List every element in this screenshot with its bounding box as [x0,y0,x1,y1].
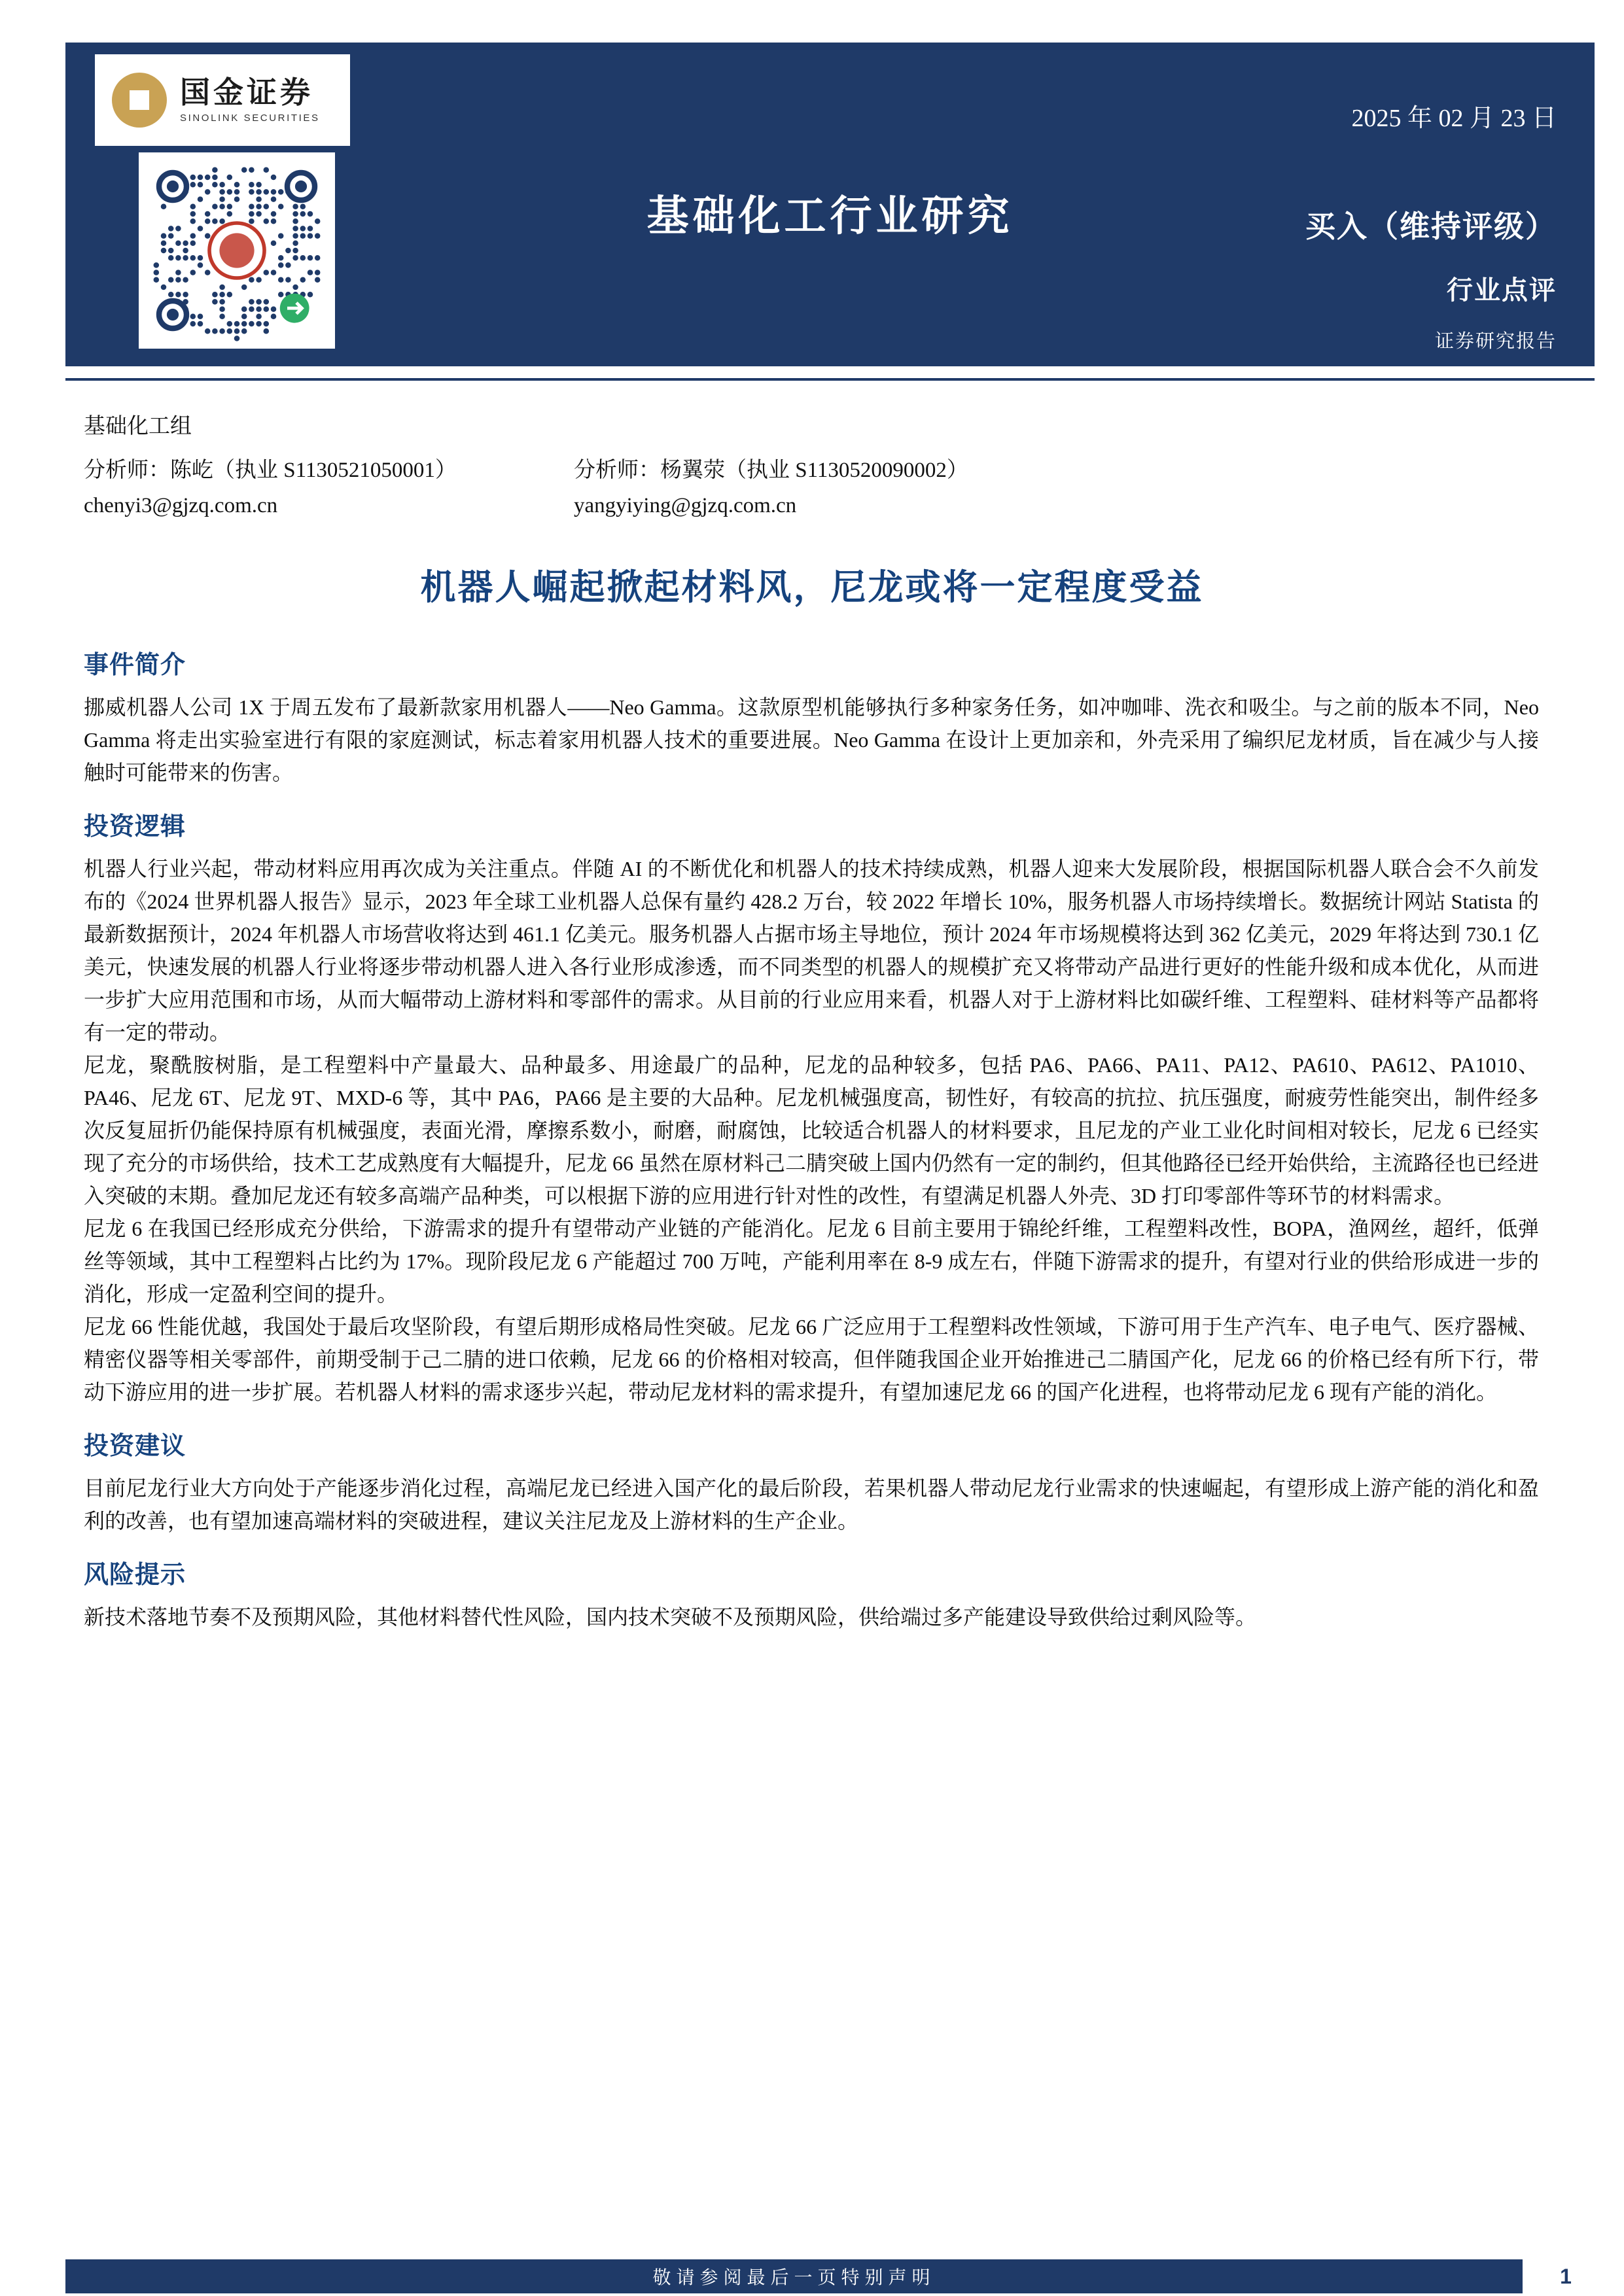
paragraph: 目前尼龙行业大方向处于产能逐步消化过程，高端尼龙已经进入国产化的最后阶段，若果机器人带动尼龙行业需求的快速崛起，有望形成上游产能的消化和盈利的改善，也有望加速高端材料的突破进程，建议关注尼龙及上游材料的生产企业。 [84,1476,1539,1533]
sinolink-coin-logo-icon [112,73,167,128]
article-body [84,644,1539,1633]
analyst-grid [84,453,1539,518]
analyst-1 [84,453,574,518]
report-title: 基础化工行业研究 [646,192,1014,239]
paragraph: 尼龙 6 在我国已经形成充分供给，下游需求的提升有望带动产业链的产能消化。尼龙 6 目前主要用于锦纶纤维，工程塑料改性，BOPA，渔网丝，超纤，低弹丝等领域，其中工程塑料占比约为 17%。现阶段尼龙 6 产能超过 700 万吨，产能利用率在 8-9 成左右，伴随下游需求的提升，有望对行业的供给形成进一步的消化，形成一定盈利空间的提升。 [84,1217,1539,1306]
article-title: 机器人崛起掀起材料风，尼龙或将一定程度受益 [420,568,1204,607]
report-header [65,43,1595,366]
analyst-2 [574,453,1539,518]
paragraph: 尼龙 66 性能优越，我国处于最后攻坚阶段，有望后期形成格局性突破。尼龙 66 广泛应用于工程塑料改性领域，下游可用于生产汽车、电子电气、医疗器械、精密仪器等相关零部件，前期受制于己二腈的进口依赖，尼龙 66 的价格相对较高，但伴随我国企业开始推进己二腈国产化，尼龙 66 的价格已经有所下行，带动下游应用的进一步扩展。若机器人材料的需求逐步兴起，带动尼龙材料的需求提升，有望加速尼龙 66 的国产化进程，也将带动尼龙 6 现有产能的消化。 [84,1315,1539,1404]
section-heading-1: 事件简介 [84,652,186,679]
report-category-label: 证券研究报告 [1434,331,1557,352]
analyst-email: chenyi3@gjzq.com.cn [84,494,278,517]
section-heading-4: 风险提示 [84,1561,186,1589]
analyst-block [84,409,1539,518]
brand-name-cn: 国金证券 [180,75,313,110]
paragraph: 尼龙，聚酰胺树脂，是工程塑料中产量最大、品种最多、用途最广的品种，尼龙的品种较多，包括 PA6、PA66、PA11、PA12、PA610、PA612、PA1010、PA46、尼龙 6T、尼龙 9T、MXD-6 等，其中 PA6，PA66 是主要的大品种。尼龙机械强度高，韧性好，有较高的抗拉、抗压强度，耐疲劳性能突出，制件经多次反复屈折仍能保持原有机械强度，表面光滑，摩擦系数小，耐磨，耐腐蚀，比较适合机器人的材料要求，且尼龙的产业工业化时间相对较长，尼龙 6 已经实现了充分的市场供给，技术工艺成熟度有大幅提升，尼龙 66 虽然在原材料己二腈突破上国内仍然有一定的制约，但其他路径已经开始供给，主流路径也已经进入突破的末期。叠加尼龙还有较多高端产品种类，可以根据下游的应用进行针对性的改性，有望满足机器人外壳、3D 打印零部件等环节的材料需求。 [84,1053,1540,1208]
footer-disclaimer: 敬请参阅最后一页特别声明 [652,2268,936,2288]
paragraph: 新技术落地节奏不及预期风险，其他材料替代性风险，国内技术突破不及预期风险，供给端过多产能建设导致供给过剩风险等。 [84,1605,1257,1629]
header-divider [65,378,1595,381]
report-date: 2025 年 02 月 23 日 [1351,105,1557,132]
footer-band [65,2259,1523,2293]
brand-name-en: SINOLINK SECURITIES [180,112,320,124]
header-right-block [1305,203,1557,353]
section-heading-3: 投资建议 [84,1433,186,1460]
rating-label: 买入（维持评级） [1305,209,1557,243]
analyst-group-name: 基础化工组 [84,415,192,438]
analyst-email: yangyiying@gjzq.com.cn [574,494,797,517]
paragraph: 机器人行业兴起，带动材料应用再次成为关注重点。伴随 AI 的不断优化和机器人的技术持续成熟，机器人迎来大发展阶段，根据国际机器人联合会不久前发布的《2024 世界机器人报告》显示，2023 年全球工业机器人总保有量约 428.2 万台，较 2022 年增长 10%，服务机器人市场持续增长。数据统计网站 Statista 的最新数据预计，2024 年机器人市场营收将达到 461.1 亿美元。服务机器人占据市场主导地位，预计 2024 年市场规模将达到 362 亿美元，2029 年将达到 730.1 亿美元，快速发展的机器人行业将逐步带动机器人进入各行业形成渗透，而不同类型的机器人的规模扩充又将带动产品进行更好的性能升级和成本优化，从而进一步扩大应用范围和市场，从而大幅带动上游材料和零部件的需求。从目前的行业应用来看，机器人对于上游材料比如碳纤维、工程塑料、硅材料等产品都将有一定的带动。 [84,857,1540,1044]
report-type-label: 行业点评 [1447,276,1557,305]
brand-text [180,77,320,123]
analyst-label: 分析师：杨翼荥（执业 S1130520090002） [574,459,968,482]
page-footer [65,2259,1595,2293]
section-heading-2: 投资逻辑 [84,813,186,841]
brand-logo-box [95,54,350,146]
paragraph: 挪威机器人公司 1X 于周五发布了最新款家用机器人——Neo Gamma。这款原型机能够执行多种家务任务，如冲咖啡、洗衣和吸尘。与之前的版本不同，Neo Gamma 将走出实验室进行有限的家庭测试，标志着家用机器人技术的重要进展。Neo Gamma 在设计上更加亲和，外壳采用了编织尼龙材质，旨在减少与人接触时可能带来的伤害。 [84,695,1539,784]
analyst-label: 分析师：陈屹（执业 S1130521050001） [84,459,457,482]
page-number: 1 [1537,2259,1595,2293]
qr-code [139,152,335,349]
